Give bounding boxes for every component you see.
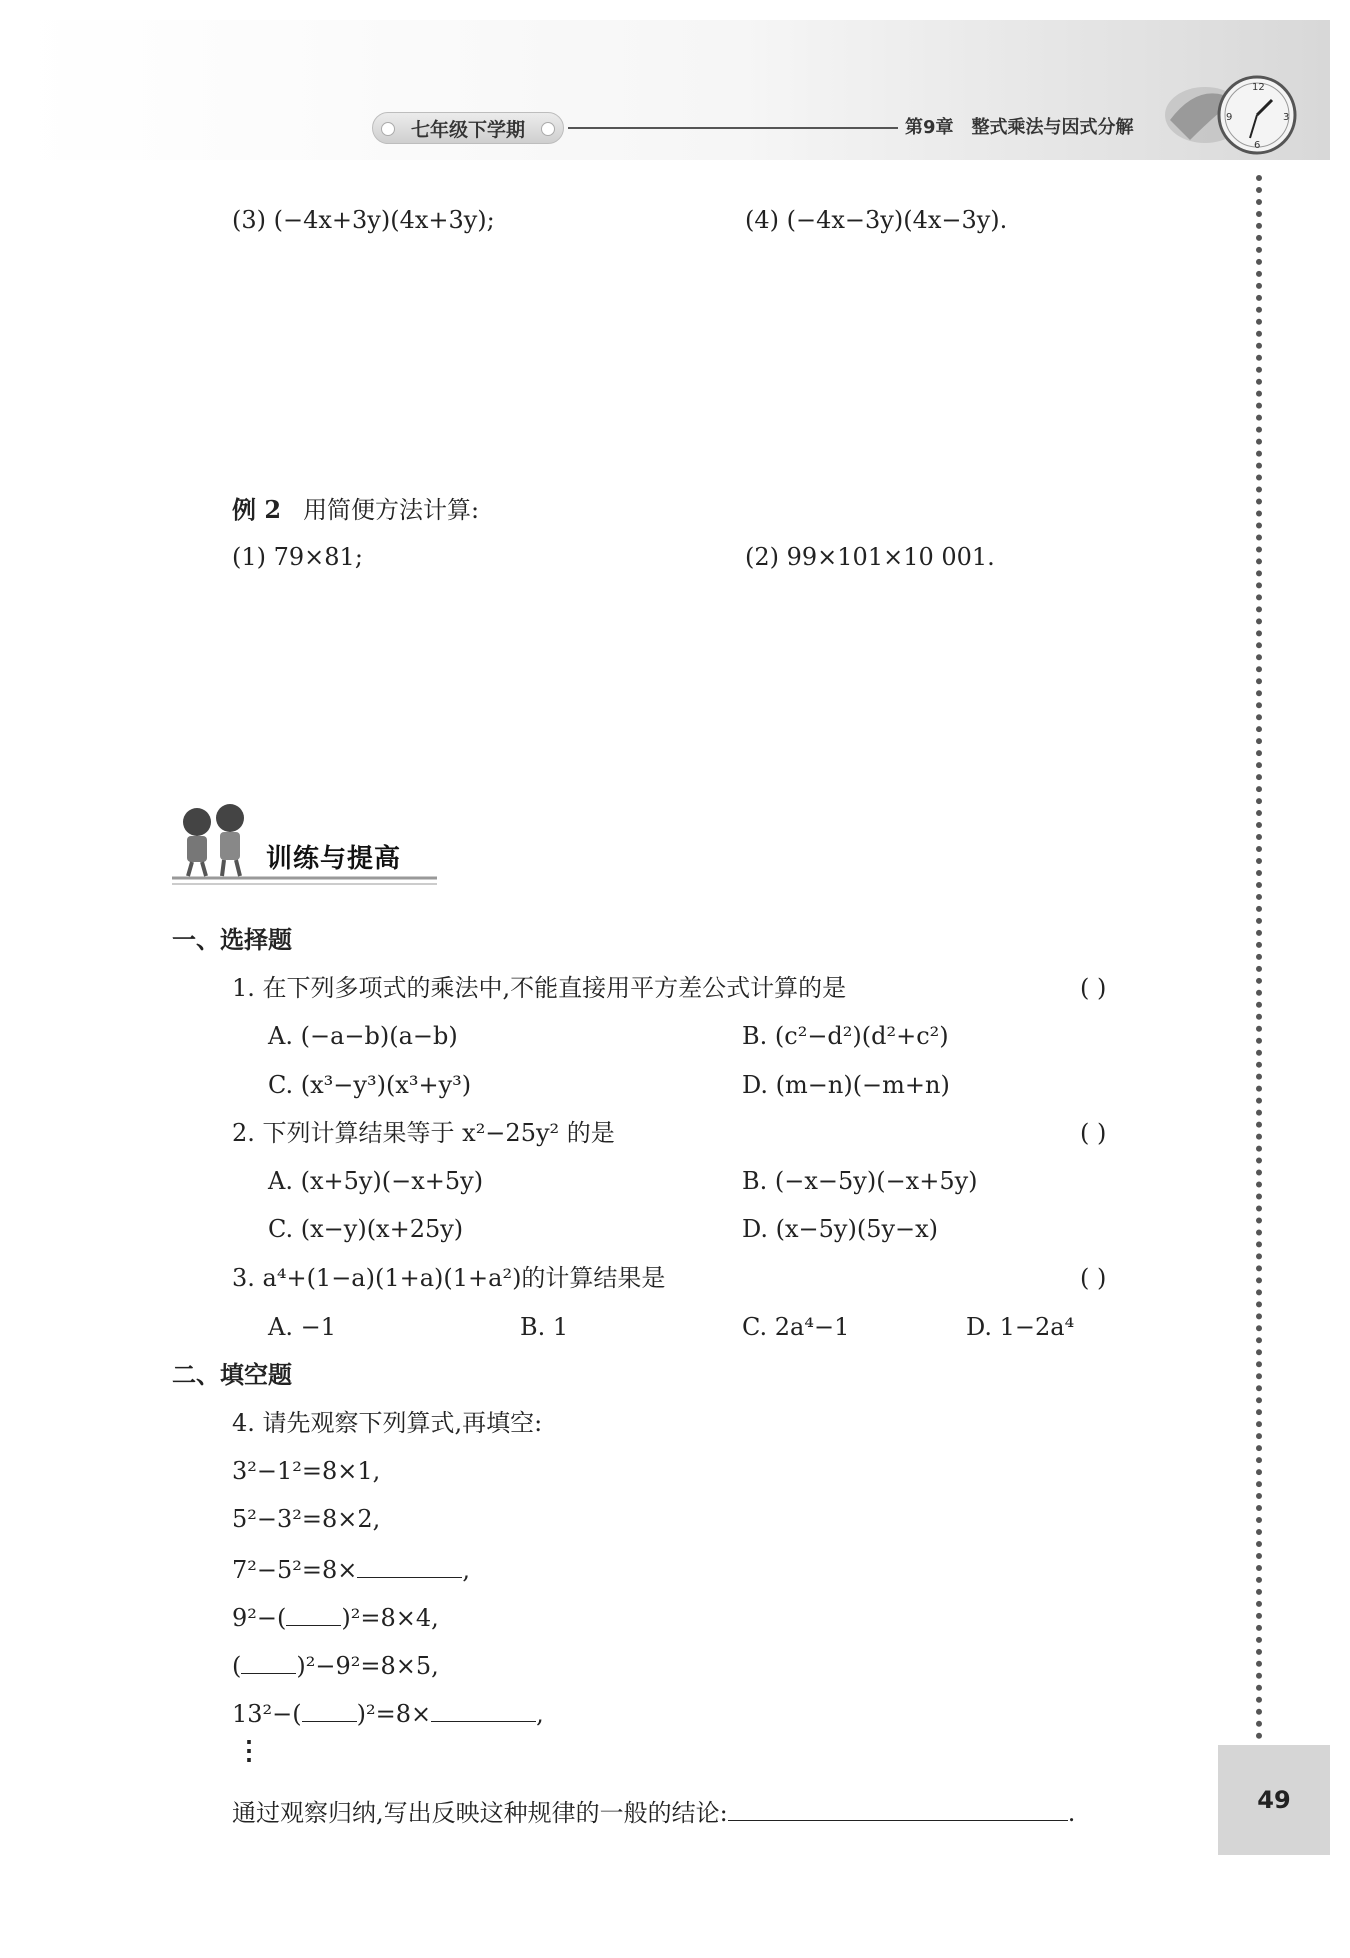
banner-title: 训练与提高 bbox=[266, 844, 402, 874]
question-4-stem: 4. 请先观察下列算式,再填空: bbox=[232, 1409, 543, 1437]
equation-line-2: 5²−3²=8×2, bbox=[232, 1505, 381, 1533]
chapter-title: 整式乘法与因式分解 bbox=[971, 117, 1134, 138]
conclusion-period: . bbox=[1067, 1799, 1076, 1827]
equation-line-3-text: 7²−5²=8× bbox=[232, 1556, 358, 1584]
equation-line-6 bbox=[232, 1697, 544, 1729]
question-1-stem: 1. 在下列多项式的乘法中,不能直接用平方差公式计算的是 bbox=[232, 974, 847, 1002]
equation-line-6-mid: )²=8× bbox=[356, 1700, 432, 1728]
grade-label: 七年级下学期 bbox=[410, 118, 525, 141]
svg-text:9: 9 bbox=[1226, 112, 1233, 123]
problem-3: (3) (−4x+3y)(4x+3y); bbox=[232, 206, 495, 234]
blank-field[interactable] bbox=[286, 1601, 341, 1626]
equation-line-5 bbox=[232, 1649, 439, 1681]
problem-4: (4) (−4x−3y)(4x−3y). bbox=[745, 206, 1008, 234]
question-2-option-b: B. (−x−5y)(−x+5y) bbox=[742, 1167, 978, 1195]
question-2-answer-paren: ( ) bbox=[1080, 1119, 1107, 1147]
continuation-dots: ⋮ bbox=[236, 1736, 262, 1766]
example-2-heading bbox=[232, 495, 479, 525]
example-2-q1: (1) 79×81; bbox=[232, 543, 363, 571]
question-1-option-d: D. (m−n)(−m+n) bbox=[742, 1071, 950, 1099]
question-3-option-d: D. 1−2a⁴ bbox=[966, 1313, 1075, 1341]
question-3-option-b: B. 1 bbox=[520, 1313, 569, 1341]
equation-line-5-prefix: ( bbox=[232, 1652, 242, 1680]
blank-field[interactable] bbox=[241, 1649, 296, 1674]
blank-field[interactable] bbox=[357, 1553, 462, 1578]
equation-line-4-suffix: )²=8×4, bbox=[341, 1604, 439, 1632]
question-1-answer-paren: ( ) bbox=[1080, 974, 1107, 1002]
page-number-box bbox=[1218, 1745, 1330, 1855]
grade-badge bbox=[372, 112, 564, 144]
conclusion-line bbox=[232, 1796, 1075, 1828]
conclusion-prompt: 通过观察归纳,写出反映这种规律的一般的结论: bbox=[232, 1799, 728, 1827]
equation-line-1: 3²−1²=8×1, bbox=[232, 1457, 381, 1485]
question-2-stem: 2. 下列计算结果等于 x²−25y² 的是 bbox=[232, 1119, 615, 1147]
section-fill-title: 二、填空题 bbox=[172, 1361, 292, 1389]
page-number: 49 bbox=[1257, 1786, 1291, 1814]
equation-line-6-prefix: 13²−( bbox=[232, 1700, 302, 1728]
blank-field[interactable] bbox=[302, 1697, 357, 1722]
question-3-option-a: A. −1 bbox=[268, 1313, 336, 1341]
example-label: 例 2 bbox=[232, 495, 282, 524]
chapter-number: 第9章 bbox=[905, 117, 954, 138]
pill-dot-left bbox=[381, 122, 395, 136]
question-2-option-c: C. (x−y)(x+25y) bbox=[268, 1215, 464, 1243]
header-divider bbox=[568, 127, 898, 129]
question-3-stem: 3. a⁴+(1−a)(1+a)(1+a²)的计算结果是 bbox=[232, 1264, 666, 1292]
equation-line-4-prefix: 9²−( bbox=[232, 1604, 287, 1632]
blank-field[interactable] bbox=[431, 1697, 536, 1722]
margin-dotted-rule bbox=[1256, 175, 1262, 1740]
equation-line-3: 7²−5²=8× , bbox=[232, 1553, 470, 1585]
question-1-option-c: C. (x³−y³)(x³+y³) bbox=[268, 1071, 472, 1099]
example-2-q2: (2) 99×101×10 001. bbox=[745, 543, 995, 571]
chapter-heading bbox=[905, 113, 1134, 139]
example-title: 用简便方法计算: bbox=[303, 496, 480, 524]
clock-runner-icon bbox=[1160, 60, 1300, 170]
question-3-option-c: C. 2a⁴−1 bbox=[742, 1313, 850, 1341]
question-2-option-d: D. (x−5y)(5y−x) bbox=[742, 1215, 939, 1243]
svg-text:6: 6 bbox=[1254, 140, 1261, 151]
question-1-option-a: A. (−a−b)(a−b) bbox=[268, 1022, 458, 1050]
pill-dot-right bbox=[541, 122, 555, 136]
question-3-answer-paren: ( ) bbox=[1080, 1264, 1107, 1292]
conclusion-blank[interactable] bbox=[728, 1796, 1068, 1821]
header-band bbox=[20, 20, 1330, 160]
equation-line-4 bbox=[232, 1601, 439, 1633]
question-1-option-b: B. (c²−d²)(d²+c²) bbox=[742, 1022, 949, 1050]
section-choice-title: 一、选择题 bbox=[172, 926, 292, 954]
equation-line-6-suffix: , bbox=[536, 1700, 544, 1728]
svg-text:12: 12 bbox=[1252, 82, 1265, 93]
question-2-option-a: A. (x+5y)(−x+5y) bbox=[268, 1167, 484, 1195]
equation-line-5-suffix: )²−9²=8×5, bbox=[296, 1652, 439, 1680]
svg-text:3: 3 bbox=[1283, 112, 1290, 123]
